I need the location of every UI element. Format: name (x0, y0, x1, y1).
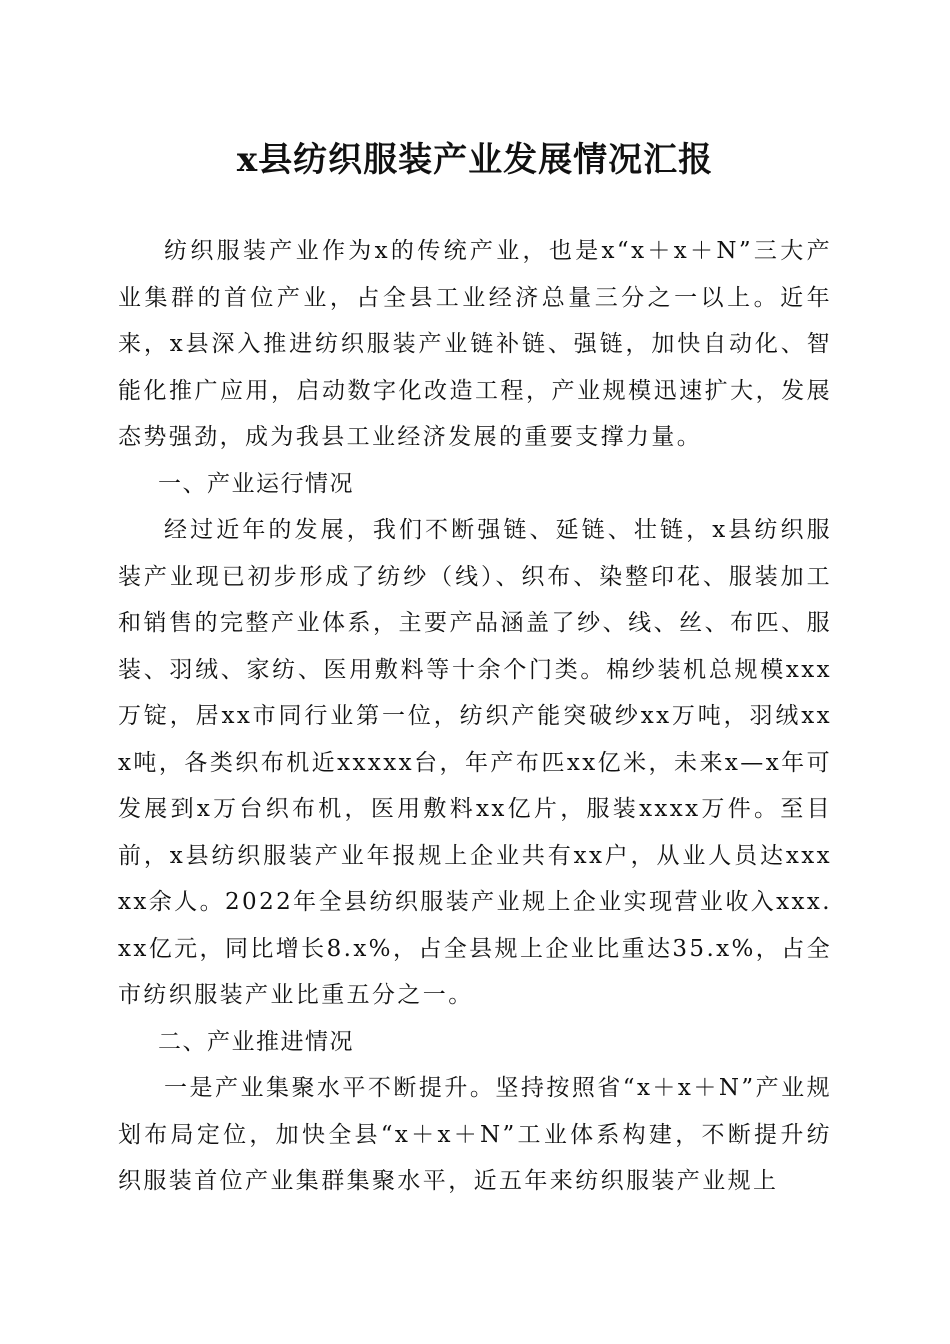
promotion-paragraph (118, 1065, 832, 1205)
document-title: x县纺织服装产业发展情况汇报 (236, 140, 714, 180)
section-heading-operations: 一、产业运行情况 (158, 470, 354, 497)
promotion-body-text: 坚持按照省“x＋x＋N”产业规划布局定位，加快全县“x＋x＋N”工业体系构建，不断提升纺织服装首位产业集群集聚水平，近五年来纺织服装产业规上 (118, 1075, 833, 1194)
section-heading-promotion: 二、产业推进情况 (158, 1028, 354, 1055)
intro-paragraph: 纺织服装产业作为x的传统产业，也是x“x＋x＋N”三大产业集群的首位产业，占全县工业经济总量三分之一以上。近年来，x县深入推进纺织服装产业链补链、强链，加快自动化、智能化推广应用，启动数字化改造工程，产业规模迅速扩大，发展态势强劲，成为我县工业经济发展的重要支撑力量。 (118, 238, 832, 450)
document-body (118, 228, 832, 1205)
promotion-lead-sentence: 一是产业集聚水平不断提升。 (164, 1075, 496, 1101)
operations-paragraph: 经过近年的发展，我们不断强链、延链、壮链，x县纺织服装产业现已初步形成了纺纱（线）、织布、染整印花、服装加工和销售的完整产业体系，主要产品涵盖了纱、线、丝、布匹、服装、羽绒、家纺、医用敷料等十余个门类。棉纱装机总规模xxx万锭，居xx市同行业第一位，纺织产能突破纱xx万吨，羽绒xxx吨，各类织布机近xxxxx台，年产布匹xx亿米，未来x—x年可发展到x万台织布机，医用敷料xx亿片，服装xxxx万件。至目前，x县纺织服装产业年报规上企业共有xx户，从业人员达xxxxx余人。2022年全县纺织服装产业规上企业实现营业收入xxx.xx亿元，同比增长8.x%，占全县规上企业比重达35.x%，占全市纺织服装产业比重五分之一。 (118, 517, 832, 1008)
